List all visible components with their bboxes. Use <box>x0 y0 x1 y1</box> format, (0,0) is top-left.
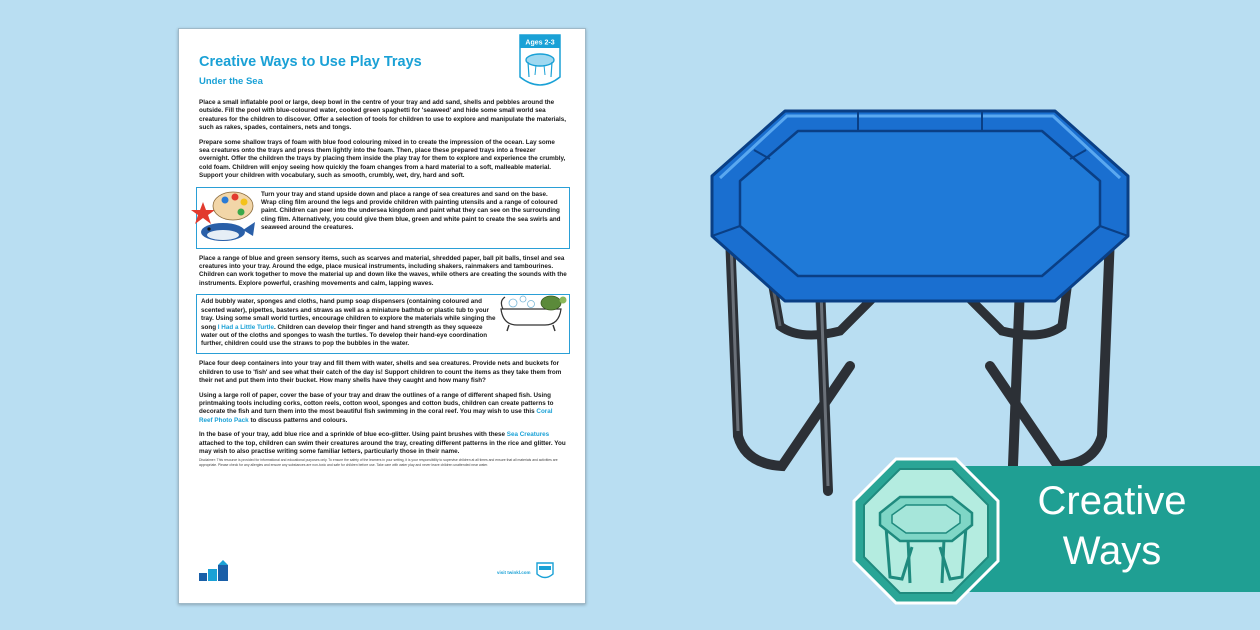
sheet-content <box>199 99 567 467</box>
paragraph: Place a small inflatable pool or large, deep bowl in the centre of your tray and add sand, shells and pebbles around the outside. Fill the pool with blue-coloured water, cooked green spaghetti for 'seaweed' and hide some small world sea creatures for the children to discover. Offer a selection of tools for children to use to explore and manipulate the materials, such as rakes, spades, containers, nets and tongs. <box>199 99 567 132</box>
twinkl-badge-icon <box>535 561 555 581</box>
tray-octagon-icon <box>850 455 1002 607</box>
paragraph: Place a range of blue and green sensory items, such as scarves and material, shredded paper, ball pit balls, tinsel and sea creatures into your tray. Around the edge, place musical instruments, including shakers, rainmakers and tambourines. Children can work together to move the material up and down like the waves, while others are creating the sounds with the instruments. Explore powerful, crashing movements and calm, lapping waves. <box>199 254 567 287</box>
photo-pack-link[interactable]: Coral Reef Photo Pack <box>199 408 553 424</box>
age-badge-icon <box>517 33 563 95</box>
activity-sheet <box>178 28 586 604</box>
paragraph: Prepare some shallow trays of foam with blue food colouring mixed in to create the impression of the ocean. Lay some sea creatures onto the trays and press them lightly into the foam. Then, place these prepared trays into a freezer overnight. Offer the children the trays by placing them inside the play tray for them to explore and experience the crumbly, cold foam. Children will enjoy seeing how quickly the foam changes from a hard material to a soft, malleable material. Support your children with vocabulary, such as smooth, crumbly, wet, dry, hard and soft. <box>199 138 566 180</box>
song-link[interactable]: I Had a Little Turtle <box>217 323 275 331</box>
highlight-box <box>196 294 570 354</box>
sheet-title: Creative Ways to Use Play Trays <box>199 54 422 70</box>
paragraph: Using a large roll of paper, cover the base of your tray and draw the outlines of a range of different shaped fish. Using printmaking tools including corks, cotton reels, cotton wool, sponges and cotton buds, children can create patterns to decorate the fish and turn them into the most beautiful fish swimming in the coral reef. You may wish to use this Coral Reef Photo Pack to discuss patterns and colours. <box>199 391 554 424</box>
paragraph: Turn your tray and stand upside down and place a range of sea creatures and sand on the base. Wrap cling film around the legs and provide children with painting utensils and a range of coloured paint. Children can peer into the undersea kingdom and paint what they can see on the surrounding cling film. Alternatively, you could give them blue, green and white paint to create the sea swirls and seaweed around the creatures. <box>261 190 561 232</box>
sea-creatures-link[interactable]: Sea Creatures <box>506 431 550 439</box>
banner-title: Creative Ways <box>1037 479 1187 573</box>
bathtub-turtle-illustration-icon <box>497 291 569 335</box>
disclaimer: Disclaimer: This resource is provided for informational and educational purposes only. To ensure the safety of the learners in your setting, it is your responsibility to supervise children at all times and ensure that all materials and activities are appropriate. Please check for any allergies and ensure any substances are non-toxic and safe for children before use. Take care with water play and never leave children unattended near water. <box>199 458 558 467</box>
paragraph: Place four deep containers into your tray and fill them with water, shells and sea creatures. Provide nets and buckets for children to use to 'fish' and see what their catch of the day is! Support children to count the items as they take them from their net and put them into their bucket. How many shells have they caught and how many fish? <box>199 360 562 385</box>
paragraph: In the base of your tray, add blue rice and a sprinkle of blue eco-glitter. Using paint brushes with these Sea Creatures attached to the top, children can swim their creatures around the tray, creating different patterns in the rice and glitter. You may wish to also practise writing some familiar letters, particularly those in their name. <box>199 431 566 455</box>
age-badge-label: Ages 2-3 <box>525 39 555 47</box>
play-tray-illustration-icon <box>690 86 1150 506</box>
sheet-subtitle: Under the Sea <box>199 76 263 87</box>
paragraph: Add bubbly water, sponges and cloths, hand pump soap dispensers (containing coloured and scented water), pipettes, basters and straws as well as a miniature bathtub or plastic tub to your tray. Using some small world turtles, encourage children to explore the materials while singing the song I Had a Little Turtle. Children can develop their finger and hand strength as they squeeze water out of the cloths and sponges to wash the turtles. To develop their hand-eye coordination further, children could use the straws to pop the bubbles in the water. <box>201 298 496 348</box>
sea-creatures-illustration-icon <box>189 186 257 246</box>
footer-url[interactable]: visit twinkl.com <box>497 570 531 575</box>
highlight-box <box>196 187 570 249</box>
twinkl-logo-icon <box>199 559 229 583</box>
